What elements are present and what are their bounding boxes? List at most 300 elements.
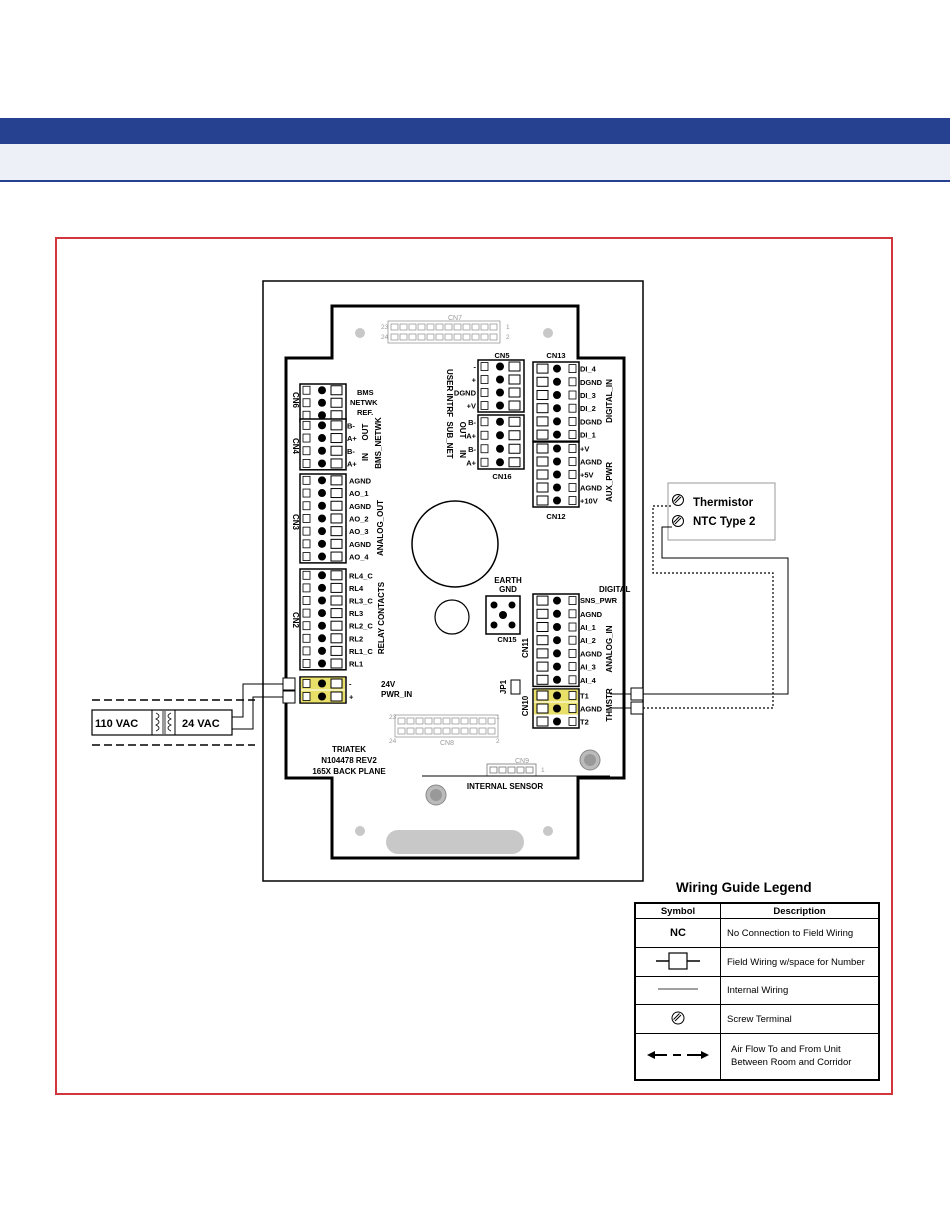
terminal-tab [303,571,310,579]
terminal-tab [569,718,576,726]
pwr-pin-label: - [349,679,352,689]
terminal-screw [496,431,504,439]
field-wiring-box-icon [283,678,295,690]
terminal-screw [553,484,561,492]
terminal-screw [318,527,326,535]
cn8-label: CN8 [439,740,455,747]
cn13-pin-label: DI_1 [580,430,596,440]
terminal-box [331,476,342,485]
terminal-screw [318,584,326,592]
cn7-pin-24: 24 [381,334,389,341]
header-pin [445,334,452,340]
terminal-box [537,691,548,700]
terminal-screw [553,404,561,412]
cn4-pin-label: A+ [347,459,357,469]
terminal-screw [553,445,561,453]
header-pin [409,324,416,330]
terminal-screw [318,502,326,510]
cn4-group-label: BMS_NETWK [374,417,383,469]
terminal-tab [481,376,488,384]
cn10-pin-label: AGND [580,704,603,714]
cn16-pin-label: B- [468,417,476,427]
terminal-tab [481,431,488,439]
terminal-tab [569,378,576,386]
terminal-box [331,583,342,592]
cn2-pin-label: RL2_C [349,621,373,631]
terminal-screw [553,718,561,726]
airflow-arrows-icon [645,1048,711,1062]
cn11-header-digital: DIGITAL [599,585,631,594]
terminal-tab [569,636,576,644]
cable-slot [386,830,524,854]
terminal-screw [318,421,326,429]
header-pin [400,334,407,340]
terminal-box [331,621,342,630]
cn13-pin-label: DGND [580,417,603,427]
terminal-screw [318,647,326,655]
terminal-screw [496,418,504,426]
cn16-side-out: OUT [458,421,467,439]
transformer-secondary-label: 24 VAC [182,718,220,730]
cn11-pin-label: AI_1 [580,623,596,632]
header-pin [463,334,470,340]
cn15-label: CN15 [497,635,517,644]
mount-hole [355,328,365,338]
terminal-tab [303,502,310,510]
header-pin [425,728,432,734]
terminal-screw [496,445,504,453]
terminal-box [331,596,342,605]
terminal-tab [569,705,576,713]
cn11-pin-label: AI_4 [580,675,596,685]
field-wiring-box-icon [631,702,643,714]
header-pin [434,718,441,724]
cn4-side-out: OUT [361,423,370,441]
cn11-pin-label: AGND [580,649,603,659]
terminal-tab [303,399,310,407]
terminal-tab [303,527,310,535]
field-wiring-box-icon [631,688,643,700]
cn3-pin-label: AO_4 [349,552,369,562]
terminal-box [331,679,342,688]
legend-col-symbol: Symbol [635,903,721,919]
pwr [300,677,354,703]
terminal-box [537,662,548,671]
cn6-label-line: NETWK [350,398,378,407]
cn3-label: CN3 [291,513,300,531]
terminal-screw [553,692,561,700]
terminal-box [537,364,548,373]
terminal-screw [318,434,326,442]
header-pin [454,324,461,330]
terminal-tab [481,363,488,371]
cn5-pin-label: +V [466,401,476,411]
terminal-screw [318,411,326,419]
cn16-pin-label: A+ [466,431,476,441]
internal-wiring-line-icon [656,984,700,994]
cn12-label: CN12 [546,512,566,521]
terminal-box [331,459,342,468]
terminal-tab [569,649,576,657]
thermistor-wire-solid [643,527,788,694]
terminal-screw [553,431,561,439]
terminal-tab [569,692,576,700]
cn16-pin-label: B- [468,444,476,454]
terminal-screw [553,610,561,618]
terminal-screw [553,497,561,505]
terminal-tab [303,476,310,484]
cn8-pin-24: 24 [389,738,397,745]
legend-row [635,919,879,948]
cn12-pin-label: AGND [580,483,603,493]
terminal-screw [553,676,561,684]
cn4-pin-label: B- [347,421,355,431]
cn5-pin-label: - [473,362,476,372]
terminal-tab [303,514,310,522]
mount-hole [355,826,365,836]
cn3-pin-label: AO_1 [349,489,369,499]
cn12-pin-label: +V [580,444,590,454]
terminal-tab [569,623,576,631]
cn7-pin-2: 2 [506,334,510,341]
terminal-tab [303,411,310,419]
cn10-label: CN10 [521,695,530,717]
terminal-screw [318,680,326,688]
header-pin [452,728,459,734]
cn11-pin-label: AI_3 [580,662,596,672]
cn5-pin-label: + [471,375,476,385]
terminal-screw [553,623,561,631]
terminal-box [537,417,548,426]
terminal-screw [318,571,326,579]
pwr-label-pwr-in: PWR_IN [381,690,413,699]
cn12-pin-label: AGND [580,457,603,467]
cn10-group-label: THMSTR [605,688,614,722]
terminal-screw [318,476,326,484]
terminal-box [331,421,342,430]
terminal-box [537,717,548,726]
terminal-tab [303,459,310,467]
cn16-group-label: SUB_NET [445,421,454,459]
terminal-tab [303,622,310,630]
legend-table [634,902,880,1081]
cn13-pin-label: DI_4 [580,364,596,374]
earth-gnd-label-1: EARTH [494,576,522,585]
terminal-tab [569,471,576,479]
legend-row [635,1034,879,1080]
legend-description: Screw Terminal [721,1005,880,1034]
terminal-screw [553,663,561,671]
terminal-box [537,430,548,439]
cn4-pin-label: A+ [347,434,357,444]
header-pin [427,334,434,340]
legend-description: Internal Wiring [721,977,880,1005]
screw-terminal-icon [673,495,684,506]
terminal-tab [303,421,310,429]
terminal-box [331,514,342,523]
cn3-group-label: ANALOG_OUT [376,500,385,556]
header-pin [407,728,414,734]
terminal-box [331,446,342,455]
terminal-screw [318,399,326,407]
terminal-screw [553,417,561,425]
header-pin [470,728,477,734]
terminal-box [331,501,342,510]
terminal-tab [303,693,310,701]
header-pin [452,718,459,724]
terminal-tab [303,660,310,668]
cn10-pin-label: T2 [580,717,589,727]
header-pin [409,334,416,340]
terminal-screw [496,389,504,397]
terminal-tab [569,365,576,373]
terminal-screw [553,391,561,399]
cn2-pin-label: RL4 [349,583,364,593]
terminal-tab [303,609,310,617]
cn5-pin-label: DGND [453,388,476,398]
field-wiring-box-icon [653,950,703,972]
cn2-label: CN2 [291,611,300,629]
cn2-pin-label: RL4_C [349,571,373,581]
screw-head [580,750,600,770]
terminal-tab [303,597,310,605]
terminal-screw [553,597,561,605]
cn12-pin-label: +5V [580,470,594,480]
terminal-screw [318,514,326,522]
cn7-label: CN7 [447,315,463,322]
header-pin [490,324,497,330]
header-pin [479,728,486,734]
cn8-pin-2: 2 [496,738,500,745]
terminal-box [537,675,548,684]
legend-row [635,948,879,977]
terminal-screw [318,609,326,617]
terminal-box [331,489,342,498]
header-pin [425,718,432,724]
terminal-screw [318,660,326,668]
cn3-pin-label: AO_2 [349,514,369,524]
terminal-screw [553,378,561,386]
mount-hole [543,826,553,836]
cn2-pin-label: RL3_C [349,596,373,606]
terminal-tab [481,389,488,397]
terminal-tab [303,680,310,688]
header-pin [461,728,468,734]
header-pin [445,324,452,330]
cn16-label: CN16 [492,472,512,481]
terminal-box [537,404,548,413]
terminal-tab [481,418,488,426]
terminal-tab [569,431,576,439]
thermistor-type-label: NTC Type 2 [693,516,756,528]
cn5-group-label: USER INTRF [445,369,454,417]
terminal-box [509,401,520,410]
terminal-screw [318,459,326,467]
header-pin [407,718,414,724]
header-pin [499,767,506,773]
cn6 [300,384,346,422]
cn2-pin-label: RL3 [349,609,364,619]
thermistor-label: Thermistor [693,497,754,509]
legend-description: Field Wiring w/space for Number [721,948,880,977]
legend-row [635,1005,879,1034]
terminal-screw [553,649,561,657]
cn11-group-label: ANALOG_IN [605,625,614,673]
terminal-tab [569,610,576,618]
cn2-pin-label: RL1 [349,659,364,669]
terminal-box [331,646,342,655]
header-pin [400,324,407,330]
terminal-screw [318,447,326,455]
cn8-pin-1: 1 [496,714,500,721]
cn13-pin-label: DI_3 [580,391,596,400]
cn5-label: CN5 [494,351,510,360]
legend-col-description: Description [721,903,880,919]
header-pin [461,718,468,724]
terminal-screw [318,489,326,497]
header-pin [416,718,423,724]
legend-description: No Connection to Field Wiring [721,919,880,948]
header-pin [427,324,434,330]
jp1-label: JP1 [499,679,508,695]
terminal-box [537,483,548,492]
terminal-screw [318,553,326,561]
terminal-screw [553,458,561,466]
cn7-pin-23: 23 [381,324,389,331]
cn4-pin-label: B- [347,446,355,456]
terminal-screw [318,597,326,605]
terminal-box [331,692,342,701]
cn3-pin-label: AGND [349,501,372,511]
mount-hole [543,328,553,338]
terminal-box [537,596,548,605]
terminal-box [537,609,548,618]
terminal-tab [569,497,576,505]
terminal-box [509,417,520,426]
cn16-side-in: IN [458,450,467,458]
internal-sensor-label: INTERNAL SENSOR [466,782,544,791]
header-pin [472,334,479,340]
cn3-pin-label: AGND [349,539,372,549]
cn13-pin-label: DGND [580,377,603,387]
header-pin [436,324,443,330]
terminal-box [537,457,548,466]
terminal-box [537,391,548,400]
header-pin [416,728,423,734]
terminal-tab [303,540,310,548]
cn11-label: CN11 [521,637,530,659]
header-pin [463,324,470,330]
terminal-tab [569,484,576,492]
terminal-tab [303,386,310,394]
cn4-label: CN4 [291,437,300,455]
terminal-tab [569,458,576,466]
terminal-box [509,362,520,371]
terminal-screw [553,365,561,373]
terminal-box [537,444,548,453]
terminal-box [331,552,342,561]
board-title-3: 165X BACK PLANE [312,767,386,776]
terminal-tab [303,553,310,561]
cn11-pin-label: AI_2 [580,636,596,646]
screw-head [426,785,446,805]
header-pin [454,334,461,340]
terminal-screw [318,634,326,642]
terminal-screw [318,693,326,701]
header-pin [490,767,497,773]
header-pin [443,728,450,734]
terminal-screw [553,471,561,479]
terminal-tab [569,404,576,412]
header-pin [391,324,398,330]
terminal-tab [569,445,576,453]
terminal-box [537,377,548,386]
pwr-label-24v: 24V [381,680,396,689]
cn6-label: CN6 [291,391,300,409]
cn11-pin-label: AGND [580,609,603,619]
terminal-screw [553,705,561,713]
header-pin [436,334,443,340]
terminal-tab [481,445,488,453]
terminal-tab [481,402,488,410]
terminal-box [331,609,342,618]
cn6-label-line: REF. [357,408,374,417]
legend-title: Wiring Guide Legend [676,880,812,895]
cn9-label: CN9 [514,758,530,765]
header-pin [479,718,486,724]
header-pin [481,324,488,330]
cn16-pin-label: A+ [466,458,476,468]
terminal-box [331,539,342,548]
terminal-box [331,634,342,643]
terminal-box [331,571,342,580]
nc-symbol: NC [670,927,686,939]
earth-gnd-label-2: GND [499,585,517,594]
board-title-2: N104478 REV2 [321,756,377,765]
cn2-group-label: RELAY CONTACTS [377,581,386,655]
terminal-tab [569,663,576,671]
header-pin [398,728,405,734]
cn10-pin-label: T1 [580,691,589,701]
terminal-box [331,659,342,668]
cn13-pin-label: DI_2 [580,404,596,414]
terminal-box [331,398,342,407]
terminal-box [537,496,548,505]
terminal-screw [553,636,561,644]
cn8-pin-23: 23 [389,714,397,721]
header-pin [508,767,515,773]
terminal-tab [481,458,488,466]
terminal-tab [569,391,576,399]
terminal-screw [496,376,504,384]
terminal-screw [318,622,326,630]
terminal-box [509,458,520,467]
header-pin [391,334,398,340]
header-pin [526,767,533,773]
cn2-pin-label: RL2 [349,634,364,644]
cn13-group-label: DIGITAL_IN [605,379,614,423]
terminal-box [509,388,520,397]
cn11-sns-pwr: SNS_PWR [580,596,618,605]
header-pin [488,718,495,724]
terminal-tab [569,597,576,605]
cn13-label: CN13 [546,351,566,360]
cn7-pin-1: 1 [506,324,510,331]
header-pin [418,334,425,340]
terminal-tab [303,489,310,497]
header-pin [443,718,450,724]
header-pin [490,334,497,340]
